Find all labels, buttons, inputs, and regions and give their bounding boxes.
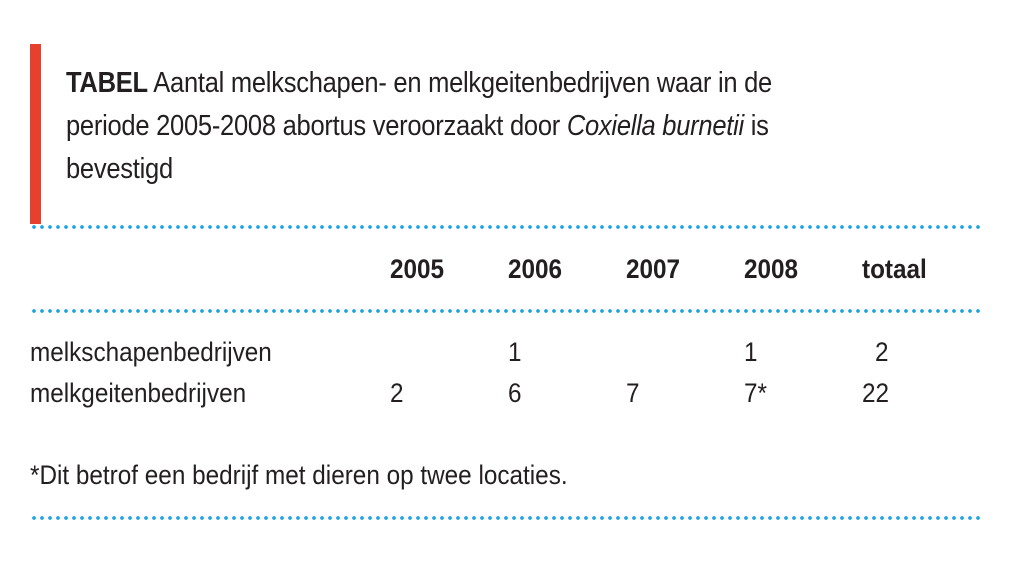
bottom-divider	[30, 516, 980, 520]
row-label: melkschapenbedrijven	[30, 337, 272, 367]
table-cell: 1	[744, 337, 758, 367]
column-header-2008: 2008	[744, 254, 799, 284]
table-cell-total: 2	[875, 337, 889, 367]
column-header-2007: 2007	[626, 254, 681, 284]
caption-text-after: is bevestigd	[66, 110, 769, 185]
table-cell-total: 22	[862, 378, 890, 408]
column-header-totaal: totaal	[862, 254, 927, 284]
caption-species: Coxiella burnetii	[566, 110, 744, 142]
caption-tag: TABEL	[66, 67, 148, 99]
column-header-2005: 2005	[390, 254, 445, 284]
column-header-2006: 2006	[508, 254, 563, 284]
row-label: melkgeitenbedrijven	[30, 378, 247, 408]
table-footnote: *Dit betrof een bedrijf met dieren op twee locaties.	[30, 460, 568, 490]
table-cell: 1	[508, 337, 522, 367]
table-caption	[66, 62, 858, 191]
table-cell: 6	[508, 378, 522, 408]
header-divider	[30, 309, 980, 313]
caption-text-before: Aantal melkschapen- en melkgeitenbedrijven waar in de periode 2005-2008 abortus veroorzaakt door	[66, 67, 772, 142]
table-cell: 2	[390, 378, 404, 408]
table-cell: 7	[626, 378, 640, 408]
table-cell: 7*	[744, 378, 767, 408]
accent-bar	[30, 44, 41, 224]
top-divider	[30, 225, 980, 229]
